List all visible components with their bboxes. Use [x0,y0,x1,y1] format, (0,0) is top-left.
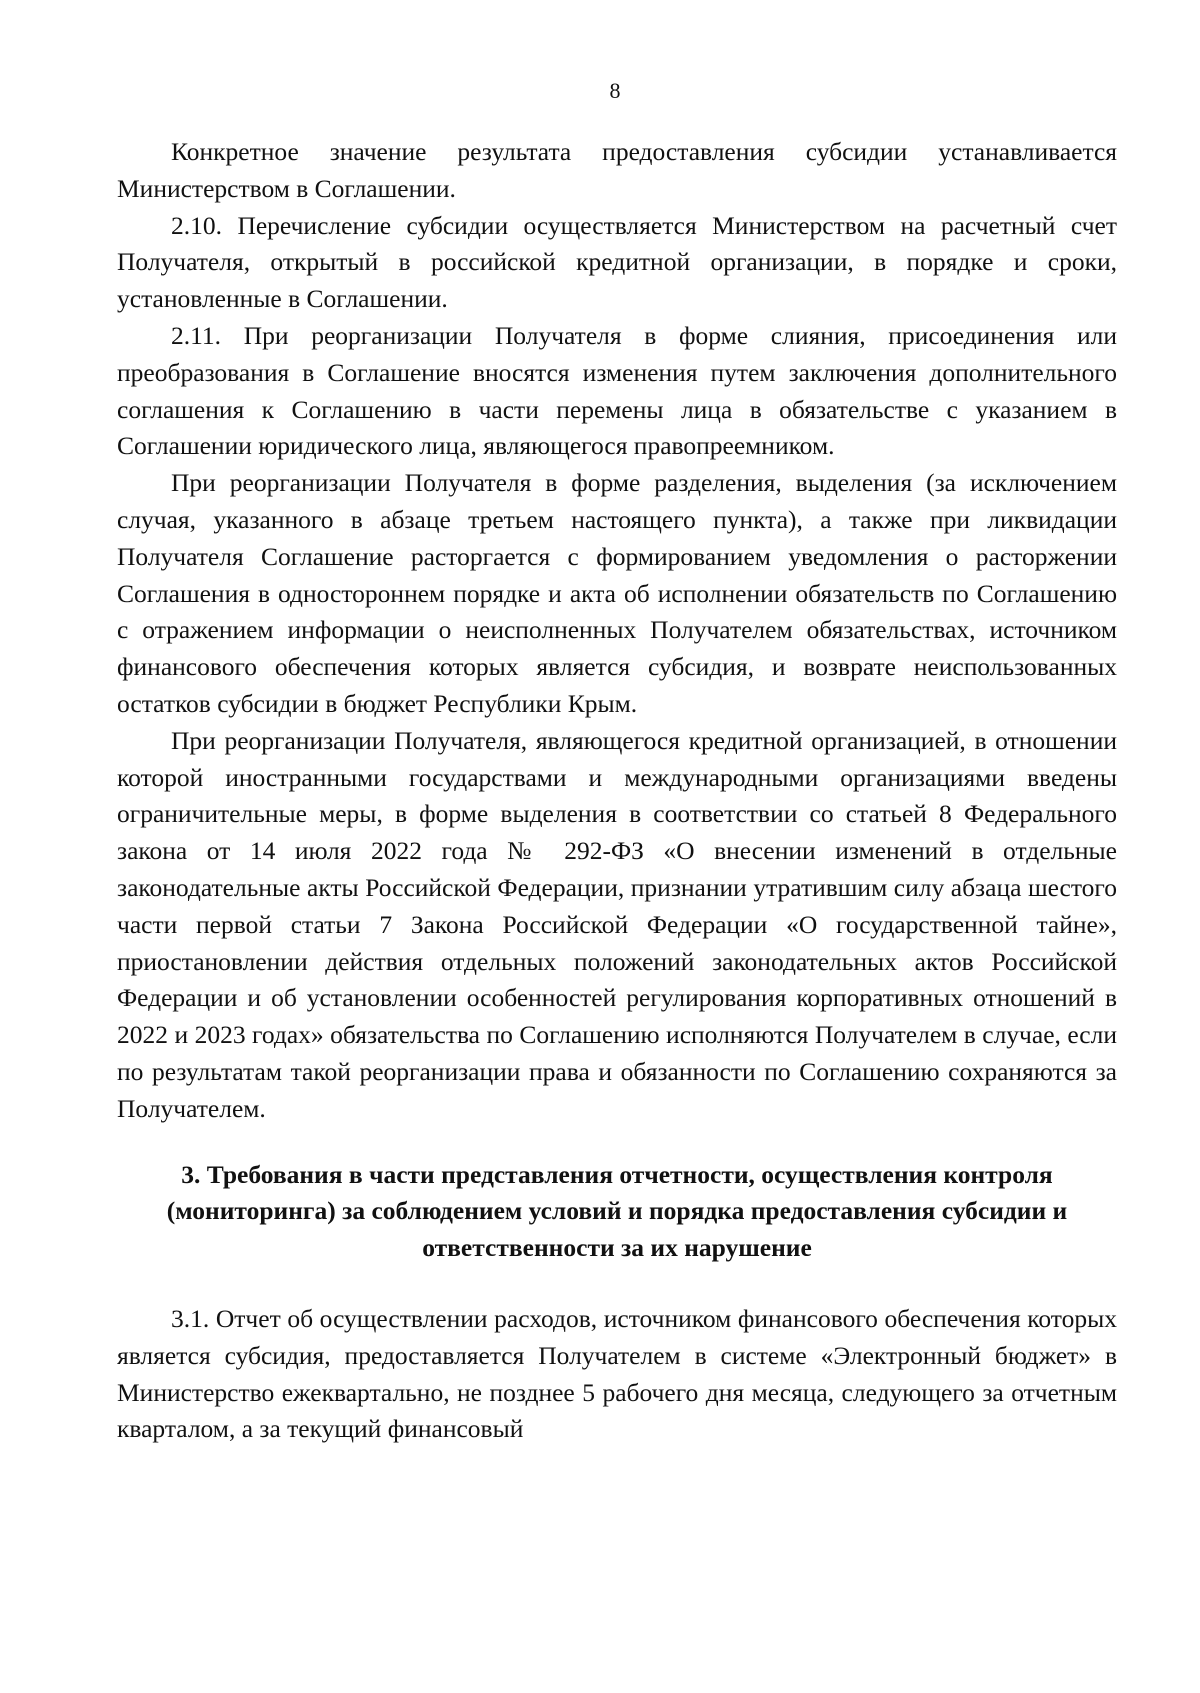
document-body [117,134,1117,1448]
page-number: 8 [609,78,621,103]
paragraph-2-10: 2.10. Перечисление субсидии осуществляется Министерством на расчетный счет Получателя, открытый в российской кредитной организации, в порядке и сроки, установленные в Соглашении. [117,210,1117,314]
paragraph-result-value: Конкретное значение результата предоставления субсидии устанавливается Министерством в Соглашении. [117,137,1117,203]
section-3-heading: 3. Требования в части представления отчетности, осуществления контроля (мониторинга) за соблюдением условий и порядка предоставления субсидии и ответственности за их нарушение [166,1159,1068,1263]
paragraph-3-1: 3.1. Отчет об осуществлении расходов, источником финансового обеспечения которых является субсидия, предоставляется Получателем в системе «Электронный бюджет» в Министерство ежеквартально, не позднее 5 рабочего дня месяца, следующего за отчетным кварталом, а за текущий финансовый [117,1303,1117,1444]
paragraph-reorganization-credit-organization: При реорганизации Получателя, являющегося кредитной организацией, в отношении которой иностранными государствами и международными организациями введены ограничительные меры, в форме выделения в соответствии со статьей 8 Федерального закона от 14 июля 2022 года № 292-ФЗ «О внесении изменений в отдельные законодательные акты Российской Федерации, признании утратившим силу абзаца шестого части первой статьи 7 Закона Российской Федерации «О государственной тайне», приостановлении действия отдельных положений законодательных актов Российской Федерации и об установлении особенностей регулирования корпоративных отношений в 2022 и 2023 годах» обязательства по Соглашению исполняются Получателем в случае, если по результатам такой реорганизации права и обязанности по Соглашению сохраняются за Получателем. [117,725,1117,1123]
paragraph-reorganization-division: При реорганизации Получателя в форме разделения, выделения (за исключением случая, указанного в абзаце третьем настоящего пункта), а также при ликвидации Получателя Соглашение расторгается с формированием уведомления о расторжении Соглашения в одностороннем порядке и акта об исполнении обязательств по Соглашению с отражением информации о неисполненных Получателем обязательствах, источником финансового обеспечения которых является субсидия, и возврате неиспользованных остатков субсидии в бюджет Республики Крым. [117,468,1117,718]
paragraph-2-11: 2.11. При реорганизации Получателя в форме слияния, присоединения или преобразования в Соглашение вносятся изменения путем заключения дополнительного соглашения к Соглашению в части перемены лица в обязательстве с указанием в Соглашении юридического лица, являющегося правопреемником. [117,320,1117,461]
